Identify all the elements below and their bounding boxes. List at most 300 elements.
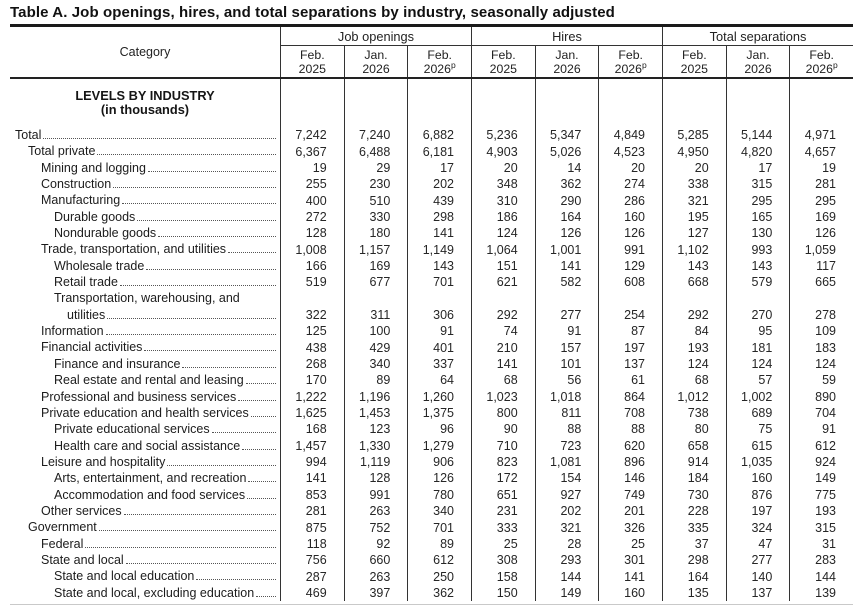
value-cell: 704 <box>789 405 853 421</box>
dot-leader <box>120 285 276 286</box>
value-cell: 31 <box>789 536 853 552</box>
value-cell: 88 <box>535 421 599 437</box>
dot-leader <box>248 481 276 482</box>
value-cell: 149 <box>789 470 853 486</box>
value-cell: 277 <box>535 290 599 323</box>
value-cell: 88 <box>598 421 662 437</box>
value-cell: 181 <box>726 339 790 355</box>
value-cell: 193 <box>662 339 726 355</box>
value-cell: 281 <box>280 503 344 519</box>
row-label: Retail trade <box>54 275 118 290</box>
row-category <box>10 143 280 159</box>
section-band-cell <box>471 79 535 127</box>
section-band-cell <box>662 79 726 127</box>
value-cell: 710 <box>471 438 535 454</box>
value-cell: 582 <box>535 274 599 290</box>
value-cell: 429 <box>344 339 408 355</box>
row-label: Real estate and rental and leasing <box>54 373 244 388</box>
value-cell: 4,971 <box>789 127 853 143</box>
value-cell: 651 <box>471 487 535 503</box>
row-label: Government <box>28 520 97 535</box>
value-cell: 143 <box>726 258 790 274</box>
value-cell: 210 <box>471 339 535 355</box>
value-cell: 315 <box>726 176 790 192</box>
row-category <box>10 372 280 388</box>
value-cell: 5,347 <box>535 127 599 143</box>
value-cell: 5,285 <box>662 127 726 143</box>
dot-leader <box>238 400 276 401</box>
value-cell: 274 <box>598 176 662 192</box>
value-cell: 124 <box>471 225 535 241</box>
value-cell: 25 <box>598 536 662 552</box>
value-cell: 270 <box>726 290 790 323</box>
value-cell: 340 <box>344 356 408 372</box>
value-cell: 5,026 <box>535 143 599 159</box>
row-label: Transportation, warehousing, and <box>54 291 240 306</box>
value-cell: 141 <box>407 225 471 241</box>
value-cell: 160 <box>726 470 790 486</box>
value-cell: 292 <box>662 290 726 323</box>
value-cell: 126 <box>789 225 853 241</box>
value-cell: 91 <box>535 323 599 339</box>
row-category <box>10 487 280 503</box>
value-cell: 135 <box>662 585 726 601</box>
value-cell: 130 <box>726 225 790 241</box>
value-cell: 993 <box>726 241 790 257</box>
value-cell: 28 <box>535 536 599 552</box>
value-cell: 321 <box>662 192 726 208</box>
row-label: Private education and health services <box>41 405 249 420</box>
section-heading-line2: (in thousands) <box>100 102 190 117</box>
value-cell: 608 <box>598 274 662 290</box>
value-cell: 1,018 <box>535 389 599 405</box>
value-cell: 254 <box>598 290 662 323</box>
section-band-cell <box>598 79 662 127</box>
value-cell: 4,820 <box>726 143 790 159</box>
value-cell: 306 <box>407 290 471 323</box>
value-cell: 620 <box>598 438 662 454</box>
value-cell: 5,236 <box>471 127 535 143</box>
value-cell: 157 <box>535 339 599 355</box>
row-category <box>10 356 280 372</box>
period-header: Jan. 2026 <box>535 46 599 77</box>
dot-leader <box>97 154 276 155</box>
value-cell: 5,144 <box>726 127 790 143</box>
value-cell: 123 <box>344 421 408 437</box>
row-category <box>10 339 280 355</box>
value-cell: 400 <box>280 192 344 208</box>
value-cell: 141 <box>280 470 344 486</box>
value-cell: 1,375 <box>407 405 471 421</box>
value-cell: 137 <box>598 356 662 372</box>
row-label: Leisure and hospitality <box>41 454 166 469</box>
value-cell: 75 <box>726 421 790 437</box>
value-cell: 29 <box>344 160 408 176</box>
value-cell: 202 <box>535 503 599 519</box>
value-cell: 362 <box>407 585 471 601</box>
value-cell: 197 <box>726 503 790 519</box>
row-label: Information <box>41 324 104 339</box>
value-cell: 439 <box>407 192 471 208</box>
value-cell: 263 <box>344 503 408 519</box>
value-cell: 310 <box>471 192 535 208</box>
value-cell: 201 <box>598 503 662 519</box>
value-cell: 308 <box>471 552 535 568</box>
value-cell: 90 <box>471 421 535 437</box>
dot-leader <box>256 596 276 597</box>
row-category <box>10 503 280 519</box>
value-cell: 1,260 <box>407 389 471 405</box>
value-cell: 172 <box>471 470 535 486</box>
value-cell: 57 <box>726 372 790 388</box>
value-cell: 896 <box>598 454 662 470</box>
row-category <box>10 160 280 176</box>
value-cell: 994 <box>280 454 344 470</box>
dot-leader <box>146 269 276 270</box>
value-cell: 875 <box>280 519 344 535</box>
value-cell: 701 <box>407 519 471 535</box>
value-cell: 298 <box>662 552 726 568</box>
row-category <box>10 290 280 323</box>
period-header: Feb. 2025 <box>662 46 726 77</box>
value-cell: 277 <box>726 552 790 568</box>
value-cell: 125 <box>280 323 344 339</box>
value-cell: 519 <box>280 274 344 290</box>
row-label: Other services <box>41 503 122 518</box>
value-cell: 169 <box>789 209 853 225</box>
value-cell: 510 <box>344 192 408 208</box>
dot-leader <box>251 416 276 417</box>
value-cell: 321 <box>535 519 599 535</box>
value-cell: 87 <box>598 323 662 339</box>
value-cell: 193 <box>789 503 853 519</box>
row-category <box>10 421 280 437</box>
value-cell: 230 <box>344 176 408 192</box>
value-cell: 991 <box>598 241 662 257</box>
value-cell: 1,625 <box>280 405 344 421</box>
value-cell: 780 <box>407 487 471 503</box>
value-cell: 143 <box>407 258 471 274</box>
value-cell: 749 <box>598 487 662 503</box>
value-cell: 1,012 <box>662 389 726 405</box>
value-cell: 612 <box>789 438 853 454</box>
value-cell: 1,001 <box>535 241 599 257</box>
value-cell: 340 <box>407 503 471 519</box>
value-cell: 612 <box>407 552 471 568</box>
value-cell: 278 <box>789 290 853 323</box>
row-label: Mining and logging <box>41 160 146 175</box>
value-cell: 689 <box>726 405 790 421</box>
row-label-line2: utilities <box>67 307 106 322</box>
value-cell: 91 <box>789 421 853 437</box>
value-cell: 168 <box>280 421 344 437</box>
value-cell: 401 <box>407 339 471 355</box>
value-cell: 59 <box>789 372 853 388</box>
value-cell: 184 <box>662 470 726 486</box>
value-cell: 160 <box>598 585 662 601</box>
value-cell: 126 <box>407 470 471 486</box>
dot-leader <box>212 432 276 433</box>
value-cell: 68 <box>471 372 535 388</box>
value-cell: 231 <box>471 503 535 519</box>
value-cell: 80 <box>662 421 726 437</box>
value-cell: 158 <box>471 568 535 584</box>
value-cell: 124 <box>789 356 853 372</box>
value-cell: 96 <box>407 421 471 437</box>
value-cell: 1,035 <box>726 454 790 470</box>
value-cell: 19 <box>280 160 344 176</box>
row-category <box>10 258 280 274</box>
row-category <box>10 454 280 470</box>
value-cell: 335 <box>662 519 726 535</box>
row-label: Construction <box>41 177 112 192</box>
row-label: Trade, transportation, and utilities <box>41 242 227 257</box>
value-cell: 74 <box>471 323 535 339</box>
value-cell: 139 <box>789 585 853 601</box>
section-band-cell <box>726 79 790 127</box>
value-cell: 668 <box>662 274 726 290</box>
dot-leader <box>228 252 276 253</box>
value-cell: 723 <box>535 438 599 454</box>
value-cell: 677 <box>344 274 408 290</box>
value-cell: 621 <box>471 274 535 290</box>
section-band-cell <box>789 79 853 127</box>
value-cell: 338 <box>662 176 726 192</box>
value-cell: 730 <box>662 487 726 503</box>
value-cell: 128 <box>280 225 344 241</box>
table-header <box>10 27 853 79</box>
value-cell: 315 <box>789 519 853 535</box>
value-cell: 150 <box>471 585 535 601</box>
row-category <box>10 389 280 405</box>
value-cell: 89 <box>407 536 471 552</box>
value-cell: 914 <box>662 454 726 470</box>
row-category <box>10 519 280 535</box>
value-cell: 811 <box>535 405 599 421</box>
value-cell: 290 <box>535 192 599 208</box>
row-label: State and local, excluding education <box>54 585 255 600</box>
period-header: Jan. 2026 <box>726 46 790 77</box>
value-cell: 1,196 <box>344 389 408 405</box>
row-category <box>10 209 280 225</box>
value-cell: 61 <box>598 372 662 388</box>
dot-leader <box>106 334 276 335</box>
value-cell: 1,453 <box>344 405 408 421</box>
value-cell: 141 <box>471 356 535 372</box>
dot-leader <box>113 187 276 188</box>
value-cell: 1,279 <box>407 438 471 454</box>
value-cell: 144 <box>535 568 599 584</box>
value-cell: 397 <box>344 585 408 601</box>
table-body <box>10 127 853 601</box>
value-cell: 151 <box>471 258 535 274</box>
value-cell: 137 <box>726 585 790 601</box>
value-cell: 1,081 <box>535 454 599 470</box>
value-cell: 37 <box>662 536 726 552</box>
value-cell: 143 <box>662 258 726 274</box>
dot-leader <box>122 203 276 204</box>
value-cell: 263 <box>344 568 408 584</box>
value-cell: 272 <box>280 209 344 225</box>
row-label: Private educational services <box>54 422 210 437</box>
value-cell: 20 <box>471 160 535 176</box>
table-title: Table A. Job openings, hires, and total separations by industry, seasonally adjusted <box>10 4 615 21</box>
value-cell: 126 <box>535 225 599 241</box>
row-label: Financial activities <box>41 340 143 355</box>
value-cell: 298 <box>407 209 471 225</box>
value-cell: 180 <box>344 225 408 241</box>
value-cell: 4,903 <box>471 143 535 159</box>
value-cell: 186 <box>471 209 535 225</box>
group-header-hires: Hires <box>471 27 662 46</box>
row-category <box>10 438 280 454</box>
value-cell: 1,023 <box>471 389 535 405</box>
value-cell: 756 <box>280 552 344 568</box>
value-cell: 124 <box>662 356 726 372</box>
row-label: Professional and business services <box>41 389 237 404</box>
value-cell: 324 <box>726 519 790 535</box>
value-cell: 1,157 <box>344 241 408 257</box>
value-cell: 322 <box>280 290 344 323</box>
value-cell: 4,950 <box>662 143 726 159</box>
value-cell: 4,849 <box>598 127 662 143</box>
value-cell: 800 <box>471 405 535 421</box>
value-cell: 255 <box>280 176 344 192</box>
value-cell: 658 <box>662 438 726 454</box>
dot-leader <box>126 563 276 564</box>
value-cell: 301 <box>598 552 662 568</box>
value-cell: 195 <box>662 209 726 225</box>
value-cell: 64 <box>407 372 471 388</box>
dot-leader <box>99 530 276 531</box>
row-category <box>10 225 280 241</box>
value-cell: 1,008 <box>280 241 344 257</box>
value-cell: 362 <box>535 176 599 192</box>
dot-leader <box>137 220 276 221</box>
row-label: Accommodation and food services <box>54 487 246 502</box>
row-label: Health care and social assistance <box>54 438 241 453</box>
value-cell: 128 <box>344 470 408 486</box>
value-cell: 126 <box>598 225 662 241</box>
value-cell: 109 <box>789 323 853 339</box>
value-cell: 165 <box>726 209 790 225</box>
row-label: Total private <box>28 144 96 159</box>
value-cell: 164 <box>662 568 726 584</box>
value-cell: 348 <box>471 176 535 192</box>
period-header: Feb. 2026$^p$ <box>789 46 853 77</box>
row-label: Federal <box>41 536 84 551</box>
value-cell: 283 <box>789 552 853 568</box>
value-cell: 1,330 <box>344 438 408 454</box>
value-cell: 775 <box>789 487 853 503</box>
value-cell: 337 <box>407 356 471 372</box>
row-label: State and local education <box>54 569 195 584</box>
value-cell: 287 <box>280 568 344 584</box>
dot-leader <box>158 236 276 237</box>
value-cell: 146 <box>598 470 662 486</box>
value-cell: 89 <box>344 372 408 388</box>
group-header-total-separations: Total separations <box>662 27 853 46</box>
value-cell: 127 <box>662 225 726 241</box>
dot-leader <box>167 465 276 466</box>
value-cell: 1,222 <box>280 389 344 405</box>
value-cell: 149 <box>535 585 599 601</box>
value-cell: 701 <box>407 274 471 290</box>
value-cell: 615 <box>726 438 790 454</box>
value-cell: 1,457 <box>280 438 344 454</box>
dot-leader <box>85 547 276 548</box>
value-cell: 660 <box>344 552 408 568</box>
row-category <box>10 552 280 568</box>
row-category <box>10 127 280 143</box>
row-label: Wholesale trade <box>54 258 145 273</box>
value-cell: 91 <box>407 323 471 339</box>
value-cell: 7,240 <box>344 127 408 143</box>
dot-leader <box>247 498 276 499</box>
value-cell: 924 <box>789 454 853 470</box>
value-cell: 853 <box>280 487 344 503</box>
value-cell: 47 <box>726 536 790 552</box>
value-cell: 17 <box>726 160 790 176</box>
row-category <box>10 241 280 257</box>
value-cell: 164 <box>535 209 599 225</box>
value-cell: 752 <box>344 519 408 535</box>
section-band-cell <box>280 79 344 127</box>
page-crop-edge <box>10 604 853 605</box>
value-cell: 864 <box>598 389 662 405</box>
value-cell: 6,488 <box>344 143 408 159</box>
value-cell: 140 <box>726 568 790 584</box>
data-table <box>10 24 853 601</box>
row-category <box>10 536 280 552</box>
value-cell: 166 <box>280 258 344 274</box>
value-cell: 4,523 <box>598 143 662 159</box>
value-cell: 991 <box>344 487 408 503</box>
value-cell: 890 <box>789 389 853 405</box>
row-label: Durable goods <box>54 209 136 224</box>
value-cell: 117 <box>789 258 853 274</box>
value-cell: 1,149 <box>407 241 471 257</box>
row-label: Manufacturing <box>41 193 121 208</box>
value-cell: 141 <box>598 568 662 584</box>
value-cell: 469 <box>280 585 344 601</box>
value-cell: 6,882 <box>407 127 471 143</box>
value-cell: 6,181 <box>407 143 471 159</box>
value-cell: 311 <box>344 290 408 323</box>
value-cell: 20 <box>662 160 726 176</box>
period-header: Feb. 2025 <box>280 46 344 77</box>
row-category <box>10 274 280 290</box>
value-cell: 95 <box>726 323 790 339</box>
value-cell: 333 <box>471 519 535 535</box>
value-cell: 293 <box>535 552 599 568</box>
value-cell: 295 <box>789 192 853 208</box>
row-label: Nondurable goods <box>54 226 157 241</box>
row-label: Finance and insurance <box>54 356 181 371</box>
value-cell: 250 <box>407 568 471 584</box>
value-cell: 101 <box>535 356 599 372</box>
value-cell: 906 <box>407 454 471 470</box>
value-cell: 20 <box>598 160 662 176</box>
value-cell: 876 <box>726 487 790 503</box>
section-heading-line1: LEVELS BY INDUSTRY <box>75 87 215 103</box>
value-cell: 579 <box>726 274 790 290</box>
section-heading-band <box>10 79 853 127</box>
value-cell: 4,657 <box>789 143 853 159</box>
value-cell: 144 <box>789 568 853 584</box>
section-band-cell <box>535 79 599 127</box>
value-cell: 665 <box>789 274 853 290</box>
